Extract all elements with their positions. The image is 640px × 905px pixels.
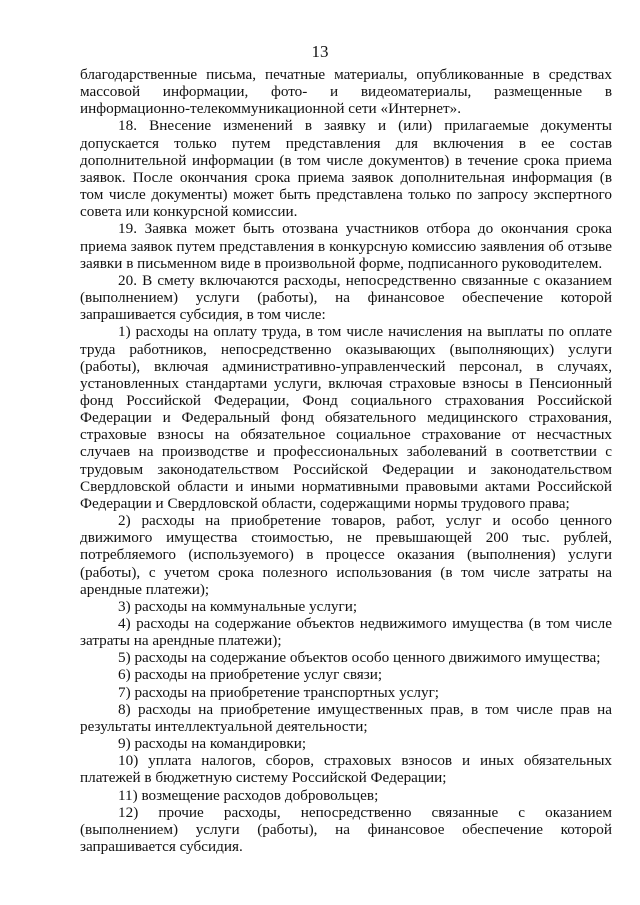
list-item-2: 2) расходы на приобретение товаров, работ, услуг и особо ценного движимого имущества стоимостью, не превышающей 200 тыс. рублей, потребляемого (используемого) в процессе оказания (выполнения) услуги (работы), с учетом срока полезного использования (в том числе затраты на арендные платежи); [80, 512, 612, 598]
list-item-1: 1) расходы на оплату труда, в том числе начисления на выплаты по оплате труда работников, непосредственно оказывающих (выполняющих) услуги (работы), включая административно-управленческий персонал, в случаях, установленных стандартами услуги, включая страховые взносы в Пенсионный фонд Российской Федерации, Фонд социального страхования Российской Федерации и Федеральный фонд обязательного медицинского страхования, страховые взносы на обязательное социальное страхование от несчастных случаев на производстве и профессиональных заболеваний в соответствии с трудовым законодательством Российской Федерации и законодательством Свердловской области и иными нормативными правовыми актами Российской Федерации и Свердловской области, содержащими нормы трудового права; [80, 323, 612, 512]
page-number: 13 [311, 42, 329, 61]
list-item-6: 6) расходы на приобретение услуг связи; [118, 666, 383, 684]
paragraph-20: 20. В смету включаются расходы, непосредственно связанные с оказанием (выполнением) услуги (работы), на финансовое обеспечение которой запрашивается субсидия, в том числе: [80, 271, 612, 324]
list-item-7: 7) расходы на приобретение транспортных услуг; [118, 683, 440, 701]
list-item-9: 9) расходы на командировки; [118, 735, 307, 753]
list-item-8: 8) расходы на приобретение имущественных прав, в том числе прав на результаты интеллектуальной деятельности; [80, 700, 612, 735]
list-item-11: 11) возмещение расходов добровольцев; [118, 786, 379, 804]
document-body [80, 66, 612, 855]
list-item-12: 12) прочие расходы, непосредственно связанные с оказанием (выполнением) услуги (работы), на финансовое обеспечение которой запрашивается субсидия. [80, 803, 612, 856]
list-item-3: 3) расходы на коммунальные услуги; [118, 597, 358, 615]
paragraph-continuation: благодарственные письма, печатные материалы, опубликованные в средствах массовой информации, фото- и видеоматериалы, размещенные в информационно-телекоммуникационной сети «Интернет». [80, 66, 612, 118]
list-item-5: 5) расходы на содержание объектов особо ценного движимого имущества; [118, 649, 601, 667]
paragraph-18: 18. Внесение изменений в заявку и (или) прилагаемые документы допускается только путем представления для включения в ее состав дополнительной информации (в том числе документов) в течение срока приема заявок. После окончания срока приема заявок дополнительная информация (в том числе документы) может быть представлена только по запросу экспертного совета или конкурсной комиссии. [80, 117, 612, 221]
list-item-10: 10) уплата налогов, сборов, страховых взносов и иных обязательных платежей в бюджетную систему Российской Федерации; [80, 752, 612, 787]
paragraph-19: 19. Заявка может быть отозвана участников отбора до окончания срока приема заявок путем представления в конкурсную комиссию заявления об отзыве заявки в письменном виде в произвольной форме, подписанного руководителем. [80, 220, 612, 272]
list-item-4: 4) расходы на содержание объектов недвижимого имущества (в том числе затраты на арендные платежи); [80, 615, 612, 650]
